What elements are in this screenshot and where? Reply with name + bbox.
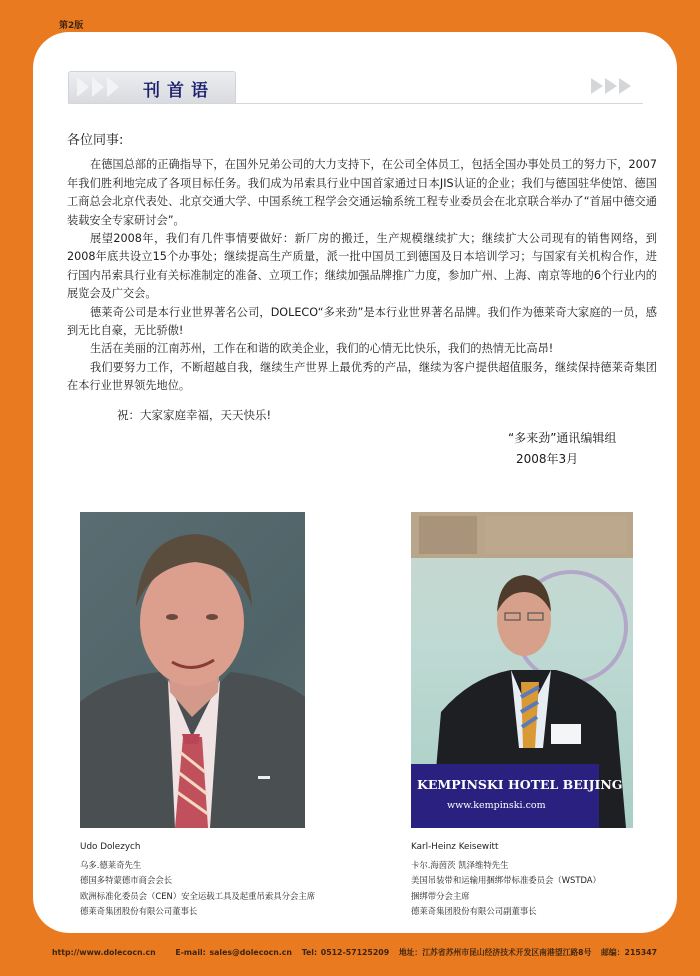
chevrons-icon [591,78,633,94]
portrait-photo [80,512,305,828]
section-header-tab [68,71,236,103]
address: 地址：江苏省苏州市昆山经济技术开发区南港望江路8号 [398,948,592,957]
letter-paragraph: 德莱奇公司是本行业世界著名公司，DOLECO“多来劲”是本行业世界著名品牌。我们作为德莱奇大家庭的一员，感到无比自豪，无比骄傲! [67,305,657,338]
signature-block [508,428,616,470]
edition-label: 第2版 [59,21,84,31]
letter-paragraph: 生活在美丽的江南苏州，工作在和谐的欧美企业，我们的心情无比快乐，我们的热情无比高昂! [90,342,554,356]
person-name: Udo Dolezych [80,842,141,852]
letter-paragraph: 我们要努力工作，不断超越自我，继续生产世界上最优秀的产品，继续为客户提供超值服务，继续保持德莱奇集团在本行业世界领先地位。 [67,360,657,393]
letter-paragraph: 在德国总部的正确指导下，在国外兄弟公司的大力支持下，在公司全体员工，包括全国办事处员工的努力下，2007年我们胜利地完成了各项目标任务。我们成为吊索具行业中国首家通过日本JIS认证的企业；我们与德国驻华使馆、德国工商总会北京代表处、北京交通大学、中国系统工程学会交通运输系统工程专业委员会在北京联合举办了“首届中德交通装载安全专家研讨会”。 [67,158,657,227]
person-caption [80,840,315,920]
email-link[interactable]: E-mail: sales@dolecocn.cn [175,948,292,957]
caption-line: 卡尔.海茵茨 凯泽维特先生 [411,859,509,870]
letter-date: 2008年3月 [516,452,579,466]
editorial-letter [67,132,657,424]
website-link[interactable]: http://www.dolecocn.cn [52,948,156,957]
section-title: 刊首语 [143,81,215,101]
closing-wish: 祝：大家家庭幸福，天天快乐! [117,407,272,422]
letter-paragraph: 展望2008年，我们有几件事情要做好：新厂房的搬迁，生产规模继续扩大；继续扩大公司现有的销售网络，到2008年底共设立15个办事处；继续提高生产质量，派一批中国员工到德国及日本培训学习；与国家有关机构合作，进行国内吊索具行业有关标准制定的准备、立项工作；继续加强品牌推广力度，参加广州、上海、南京等地的6个行业内的展览会及广交会。 [67,232,657,301]
caption-line: 美国吊装带和运输用捆绑带标准委员会（WSTDA） [411,875,601,885]
person-name: Karl-Heinz Keisewitt [411,842,499,852]
phone-number: Tel: 0512-57125209 [301,948,390,957]
caption-line: 德国多特蒙德市商会会长 [80,875,173,885]
speech-photo [411,512,633,828]
signature: “多来劲”通讯编辑组 [508,431,617,445]
podium-sign: KEMPINSKI HOTEL BEIJING www.kempinski.com [411,764,599,828]
postcode: 邮编：215347 [601,948,658,957]
caption-line: 捆绑带分会主席 [411,890,470,901]
footer-contact [52,947,673,958]
caption-line: 乌多.德莱奇先生 [80,859,142,870]
caption-line: 德莱奇集团股份有限公司董事长 [80,906,198,916]
caption-line: 欧洲标准化委员会（CEN）安全运载工具及起重吊索具分会主席 [80,890,316,901]
salutation: 各位同事: [67,133,124,148]
caption-line: 德莱奇集团股份有限公司副董事长 [411,906,537,916]
header-divider [68,103,643,104]
person-caption [411,840,601,920]
chevrons-icon [77,77,122,97]
